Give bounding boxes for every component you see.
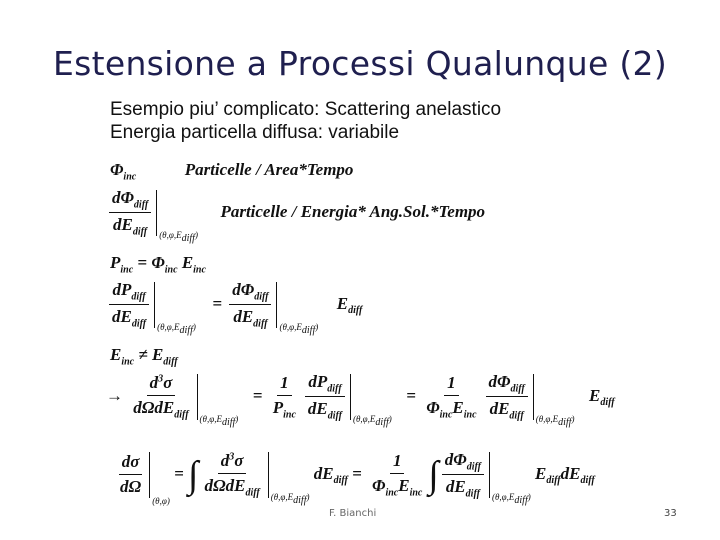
equation-cross-section: → $\frac{d^3\sigma}{d\Omega dE_{diff}}$ $(\theta,\varphi,E_{diff})$ = $\frac{1}{P_{inc}}$ $\frac{dP_{diff}}{dE_{diff}}$ $(\theta,\varphi,E_{diff})$ = $\frac{1}{\Phi_{inc}E_{inc}}$ $\frac{d\Phi_{diff}}{dE_{diff}}$ $(\theta,\varphi,E_{diff})$ $E_{diff}$ — [106, 372, 615, 428]
phi-inc-unit: Particelle / Area*Tempo — [184, 160, 354, 179]
equation-dp-diff: $\frac{dP_{diff}}{dE_{diff}}$ $(\theta,\varphi,E_{diff})$ = $\frac{d\Phi_{diff}}{dE_{diff}}$ $(\theta,\varphi,E_{diff})$ $E_{diff}$ — [106, 280, 362, 330]
page-number: 33 — [664, 508, 677, 519]
dphi-diff-unit: Particelle / Energia* Ang.Sol.*Tempo — [220, 201, 486, 221]
equation-phi-inc: $\Phi_{inc}$ Particelle / Area*Tempo — [110, 160, 354, 183]
equation-p-inc: $P_{inc} = \Phi_{inc}$ $E_{inc}$ — [110, 253, 206, 276]
equation-integral: $\frac{d\sigma}{d\Omega}$ (θ,φ) = ∫ $\frac{d^3\sigma}{d\Omega dE_{diff}}$ $(\theta,\varphi,E_{diff}) dE_{diff}$ = $\frac{1}{\Phi_{inc}E_{inc}}$ ∫ $\frac{d\Phi_{diff}}{dE_{diff}}$ $(\theta,\varphi,E_{diff})$ $E_{diff}dE_{diff}$ — [120, 450, 595, 506]
slide-title: Estensione a Processi Qualunque (2) — [52, 44, 668, 83]
equation-e-inequality: $E_{inc} \ne E_{diff}$ — [110, 345, 178, 368]
footer-author: F. Bianchi — [329, 508, 377, 519]
intro-line-2: Energia particella diffusa: variabile — [110, 122, 400, 143]
equation-dphi-diff: $\frac{d\Phi_{diff}}{dE_{diff}}$ $(\theta,\varphi,E_{diff})$ Particelle / Energia* Ang.Sol.*Tempo — [106, 188, 485, 238]
intro-text — [110, 98, 501, 144]
intro-line-1: Esempio piu’ complicato: Scattering anelastico — [110, 99, 502, 120]
